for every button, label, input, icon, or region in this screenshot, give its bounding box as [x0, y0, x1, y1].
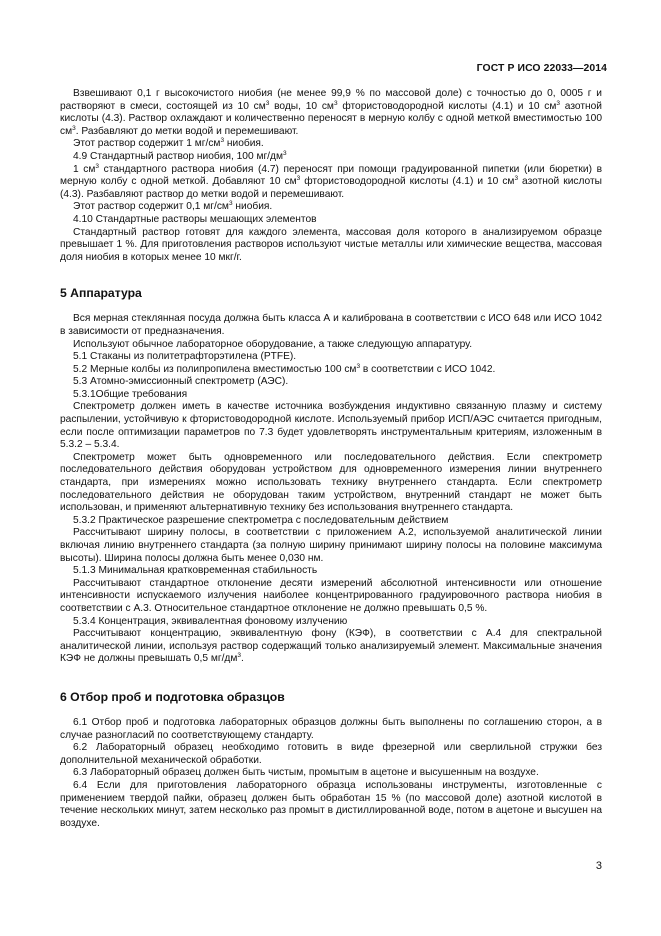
paragraph: Используют обычное лабораторное оборудование, а также следующую аппаратуру.	[73, 338, 473, 350]
paragraph: 6.4 Если для приготовления лабораторного образца использованы инструменты, изготовленные с применением твердой пайки, образец должен быть обработан 15 % (по массовой доле) азотной кислотой в течение нескольких минут, затем несколько раз промыт в дистиллированной воде, потом в ацетоне и высушен на воздухе.	[60, 779, 602, 829]
document-body	[60, 88, 602, 830]
clause-heading: 5.1.3 Минимальная кратковременная стабильность	[73, 565, 318, 577]
clause-heading: 4.9 Стандартный раствор ниобия, 100 $мг/дм^3$	[73, 149, 287, 162]
paragraph: Рассчитывают концентрацию, эквивалентную фону (КЭФ), в соответствии с А.4 для спектральной аналитической линии, используя раствор содержащий только анализируемый элемент. Максимальные значения КЭФ не должны превышать 0,5 $мг/дм^3$.	[60, 628, 602, 665]
clause-heading: 5.3.4 Концентрация, эквивалентная фоновому излучению	[73, 615, 348, 627]
paragraph: Рассчитывают ширину полосы, в соответствии с приложением А.2, используемой аналитической линии включая линию внутреннего стандарта (за полную ширину принимают ширину полосы на половине максимума высоты). Ширина полосы должна быть менее 0,030 нм.	[60, 527, 602, 564]
paragraph: Вся мерная стеклянная посуда должна быть класса А и калибрована в соответствии с ИСО 648 или ИСО 1042 в зависимости от предназначения.	[60, 313, 602, 337]
paragraph: Спектрометр может быть одновременного или последовательного действия. Если спектрометр последовательного действия оборудован устройством для одновременного измерения линии внутреннего стандарта, при измерениях можно использовать технику внутреннего стандарта. Если спектрометр последовательного действия не оборудован таким устройством, внутренний стандарт не может быть использован, и применяют альтернативную технику без использования внутреннего стандарта.	[60, 451, 602, 514]
paragraph: Взвешивают 0,1 г высокочистого ниобия (не менее 99,9 % по массовой доле) с точностью до 0, 0005 г и растворяют в смеси, состоящей из 10 $см^3$ воды, 10 $см^3$ фтористоводородной кислоты (4.1) и 10 $см^3$ азотной кислоты (4.3). Раствор охлаждают и количественно переносят в мерную колбу с одной меткой вместимостью 100 $см^3$. Разбавляют до метки водой и перемешивают.	[60, 88, 602, 137]
clause-heading: 5.3.1Общие требования	[73, 388, 188, 400]
clause-heading: 5.3.2 Практическое разрешение спектрометра с последовательным действием	[73, 514, 449, 526]
paragraph: 1 $см^3$ стандартного раствора ниобия (4.7) переносят при помощи градуированной пипетки (или бюретки) в мерную колбу с одной меткой. Добавляют 10 $см^3$ фтористоводородной кислоты (4.1) и 10 $см^3$ азотной кислоты (4.3). Разбавляют раствор до метки водой и перемешивают.	[60, 162, 602, 200]
paragraph: Стандартный раствор готовят для каждого элемента, массовая доля которого в анализируемом образце превышает 1 %. Для приготовления растворов используют чистые металлы или химические вещества, массовая доля ниобия в которых менее 10 мкг/г.	[60, 226, 602, 263]
paragraph: Спектрометр должен иметь в качестве источника возбуждения индуктивно связанную плазму и систему распылении, устойчивую к фтористоводородной кислоте. Используемый прибор ИСП/АЭС считается пригодным, если после оптимизации параметров по 7.3 будет удовлетворять инструментальным критериям, изложенным в 5.3.2 – 5.3.4.	[60, 401, 602, 451]
paragraph: 6.1 Отбор проб и подготовка лабораторных образцов должны быть выполнены по соглашению сторон, а в случае разногласий по соответствующему стандарту.	[60, 716, 602, 741]
section-heading: 5 Аппаратура	[60, 286, 142, 301]
page-number: 3	[595, 860, 602, 872]
paragraph: Этот раствор содержит 0,1 $мг/см^3$ ниобия.	[73, 200, 273, 213]
paragraph: 6.2 Лабораторный образец необходимо готовить в виде фрезерной или сверлильной стружки без дополнительной механической обработки.	[60, 742, 602, 766]
clause-heading: 5.1 Стаканы из политетрафторэтилена (PTFE).	[73, 351, 297, 363]
clause-heading: 5.3 Атомно-эмиссионный спектрометр (АЭС).	[73, 376, 289, 388]
document-header: ГОСТ Р ИСО 22033—2014	[476, 63, 607, 74]
clause-heading: 5.2 Мерные колбы из полипропилена вместимостью 100 $см^3$ в соответствии с ИСО 1042.	[73, 362, 496, 375]
paragraph: Рассчитывают стандартное отклонение десяти измерений абсолютной интенсивности или отношение интенсивности испускаемого излучения наиболее концентрированного градуировочного раствора ниобия в соответствии с А.3. Относительное стандартное отклонение не должно превышать 0,5 %.	[60, 577, 602, 614]
paragraph: Этот раствор содержит 1 $мг/см^3$ ниобия.	[73, 137, 264, 150]
clause-heading: 4.10 Стандартные растворы мешающих элементов	[73, 213, 317, 225]
paragraph: 6.3 Лабораторный образец должен быть чистым, промытым в ацетоне и высушенным на воздухе.	[73, 767, 539, 779]
section-heading: 6 Отбор проб и подготовка образцов	[60, 689, 285, 704]
